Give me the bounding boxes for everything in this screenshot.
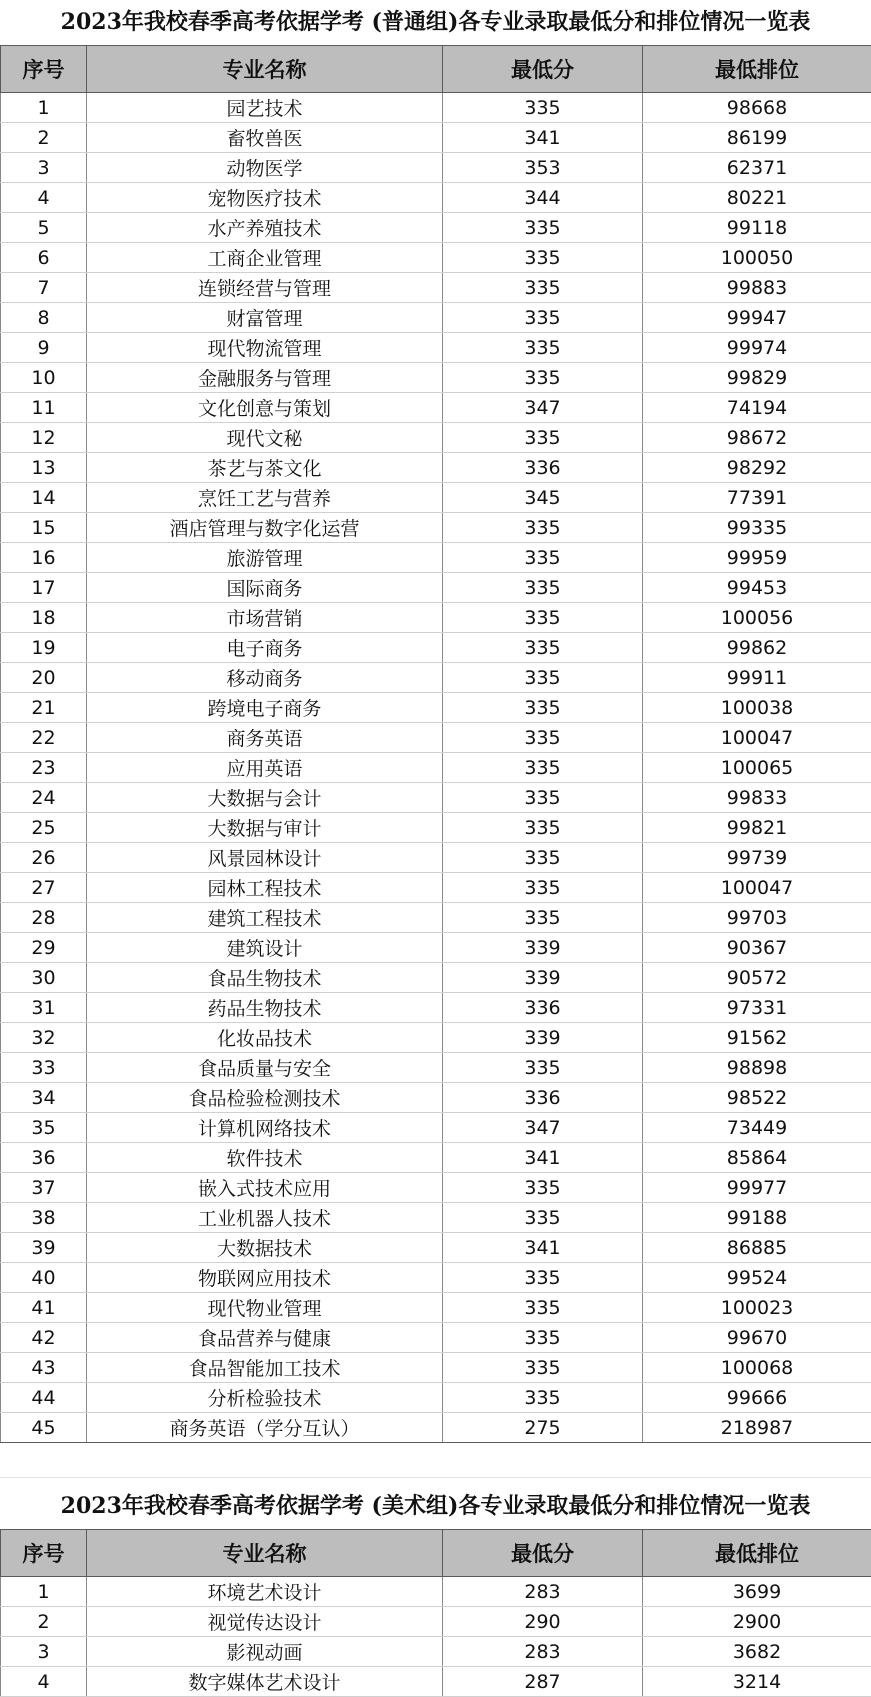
table-row xyxy=(1,303,871,333)
cell-major: 药品生物技术 xyxy=(87,993,443,1023)
cell-min-rank: 99335 xyxy=(643,513,871,543)
cell-index: 34 xyxy=(1,1083,87,1113)
cell-min-score: 339 xyxy=(443,933,643,963)
cell-min-score: 335 xyxy=(443,723,643,753)
table-row xyxy=(1,753,871,783)
header-min-score: 最低分 xyxy=(443,1530,643,1577)
cell-index: 3 xyxy=(1,153,87,183)
cell-index: 36 xyxy=(1,1143,87,1173)
table-row xyxy=(1,273,871,303)
cell-min-score: 283 xyxy=(443,1637,643,1667)
cell-min-rank: 99453 xyxy=(643,573,871,603)
cell-min-score: 341 xyxy=(443,1233,643,1263)
cell-major: 财富管理 xyxy=(87,303,443,333)
cell-min-score: 335 xyxy=(443,1173,643,1203)
cell-min-score: 335 xyxy=(443,783,643,813)
cell-index: 10 xyxy=(1,363,87,393)
table-row xyxy=(1,813,871,843)
cell-min-score: 335 xyxy=(443,1323,643,1353)
cell-min-score: 347 xyxy=(443,1113,643,1143)
table-row xyxy=(1,663,871,693)
table-row xyxy=(1,1113,871,1143)
cell-index: 39 xyxy=(1,1233,87,1263)
cell-min-score: 335 xyxy=(443,843,643,873)
cell-min-score: 335 xyxy=(443,543,643,573)
cell-min-rank: 99821 xyxy=(643,813,871,843)
cell-min-score: 335 xyxy=(443,513,643,543)
cell-index: 2 xyxy=(1,123,87,153)
cell-major: 国际商务 xyxy=(87,573,443,603)
table-row xyxy=(1,1053,871,1083)
cell-major: 动物医学 xyxy=(87,153,443,183)
cell-index: 22 xyxy=(1,723,87,753)
cell-min-score: 353 xyxy=(443,153,643,183)
table-row xyxy=(1,633,871,663)
table-row xyxy=(1,393,871,423)
table-row xyxy=(1,573,871,603)
cell-min-score: 336 xyxy=(443,993,643,1023)
cell-major: 金融服务与管理 xyxy=(87,363,443,393)
cell-major: 化妆品技术 xyxy=(87,1023,443,1053)
cell-major: 市场营销 xyxy=(87,603,443,633)
cell-major: 嵌入式技术应用 xyxy=(87,1173,443,1203)
cell-major: 物联网应用技术 xyxy=(87,1263,443,1293)
cell-major: 烹饪工艺与营养 xyxy=(87,483,443,513)
table-row xyxy=(1,1263,871,1293)
cell-major: 园艺技术 xyxy=(87,93,443,123)
cell-major: 电子商务 xyxy=(87,633,443,663)
cell-min-score: 336 xyxy=(443,1083,643,1113)
cell-min-score: 335 xyxy=(443,1353,643,1383)
cell-major: 应用英语 xyxy=(87,753,443,783)
cell-min-score: 341 xyxy=(443,1143,643,1173)
cell-major: 影视动画 xyxy=(87,1637,443,1667)
cell-major: 连锁经营与管理 xyxy=(87,273,443,303)
cell-min-score: 339 xyxy=(443,963,643,993)
cell-major: 现代物流管理 xyxy=(87,333,443,363)
cell-min-score: 335 xyxy=(443,243,643,273)
cell-min-rank: 100056 xyxy=(643,603,871,633)
table-row xyxy=(1,213,871,243)
cell-min-rank: 99883 xyxy=(643,273,871,303)
table-row xyxy=(1,363,871,393)
cell-major: 茶艺与茶文化 xyxy=(87,453,443,483)
cell-major: 环境艺术设计 xyxy=(87,1577,443,1607)
cell-min-score: 335 xyxy=(443,1293,643,1323)
cell-index: 44 xyxy=(1,1383,87,1413)
cell-major: 商务英语（学分互认） xyxy=(87,1413,443,1443)
cell-major: 工业机器人技术 xyxy=(87,1203,443,1233)
cell-min-score: 335 xyxy=(443,333,643,363)
cell-major: 数字媒体艺术设计 xyxy=(87,1667,443,1697)
cell-min-score: 287 xyxy=(443,1667,643,1697)
cell-index: 32 xyxy=(1,1023,87,1053)
cell-min-score: 335 xyxy=(443,753,643,783)
cell-min-rank: 97331 xyxy=(643,993,871,1023)
cell-min-score: 335 xyxy=(443,423,643,453)
section2-title: 2023年我校春季高考依据学考 (美术组)各专业录取最低分和排位情况一览表 xyxy=(60,1493,811,1519)
table-row xyxy=(1,1293,871,1323)
cell-min-rank: 99739 xyxy=(643,843,871,873)
cell-min-rank: 99666 xyxy=(643,1383,871,1413)
cell-min-score: 335 xyxy=(443,873,643,903)
cell-min-rank: 99188 xyxy=(643,1203,871,1233)
table-row xyxy=(1,1667,871,1697)
cell-min-rank: 2900 xyxy=(643,1607,871,1637)
cell-min-score: 335 xyxy=(443,603,643,633)
cell-major: 食品智能加工技术 xyxy=(87,1353,443,1383)
cell-min-rank: 91562 xyxy=(643,1023,871,1053)
cell-index: 23 xyxy=(1,753,87,783)
cell-min-score: 335 xyxy=(443,1383,643,1413)
cell-min-rank: 74194 xyxy=(643,393,871,423)
cell-min-score: 335 xyxy=(443,573,643,603)
table-row xyxy=(1,333,871,363)
table-row xyxy=(1,1233,871,1263)
table-row xyxy=(1,1577,871,1607)
section1-title: 2023年我校春季高考依据学考 (普通组)各专业录取最低分和排位情况一览表 xyxy=(60,9,811,35)
cell-min-rank: 100047 xyxy=(643,873,871,903)
table-row xyxy=(1,1143,871,1173)
cell-min-rank: 99977 xyxy=(643,1173,871,1203)
cell-major: 大数据与审计 xyxy=(87,813,443,843)
cell-index: 6 xyxy=(1,243,87,273)
cell-min-score: 335 xyxy=(443,213,643,243)
cell-min-score: 283 xyxy=(443,1577,643,1607)
table-row xyxy=(1,243,871,273)
table-row xyxy=(1,1323,871,1353)
table-row xyxy=(1,483,871,513)
cell-major: 建筑工程技术 xyxy=(87,903,443,933)
cell-index: 17 xyxy=(1,573,87,603)
cell-major: 大数据技术 xyxy=(87,1233,443,1263)
cell-index: 35 xyxy=(1,1113,87,1143)
table-row xyxy=(1,453,871,483)
cell-major: 软件技术 xyxy=(87,1143,443,1173)
cell-major: 酒店管理与数字化运营 xyxy=(87,513,443,543)
cell-min-score: 335 xyxy=(443,633,643,663)
cell-major: 现代文秘 xyxy=(87,423,443,453)
cell-min-score: 345 xyxy=(443,483,643,513)
cell-min-rank: 3699 xyxy=(643,1577,871,1607)
cell-index: 18 xyxy=(1,603,87,633)
cell-major: 水产养殖技术 xyxy=(87,213,443,243)
cell-index: 40 xyxy=(1,1263,87,1293)
cell-major: 移动商务 xyxy=(87,663,443,693)
cell-min-score: 335 xyxy=(443,813,643,843)
table-row xyxy=(1,1353,871,1383)
cell-min-rank: 99829 xyxy=(643,363,871,393)
table-row xyxy=(1,783,871,813)
cell-min-rank: 73449 xyxy=(643,1113,871,1143)
cell-min-rank: 98898 xyxy=(643,1053,871,1083)
cell-major: 旅游管理 xyxy=(87,543,443,573)
section1-header-row xyxy=(1,46,871,93)
table-row xyxy=(1,153,871,183)
header-min-score: 最低分 xyxy=(443,46,643,93)
cell-major: 建筑设计 xyxy=(87,933,443,963)
cell-min-score: 275 xyxy=(443,1413,643,1443)
cell-index: 26 xyxy=(1,843,87,873)
cell-min-rank: 90572 xyxy=(643,963,871,993)
table-row xyxy=(1,1637,871,1667)
cell-min-score: 341 xyxy=(443,123,643,153)
cell-min-rank: 99670 xyxy=(643,1323,871,1353)
cell-min-score: 335 xyxy=(443,303,643,333)
header-index: 序号 xyxy=(1,46,87,93)
cell-index: 20 xyxy=(1,663,87,693)
header-min-rank: 最低排位 xyxy=(643,1530,871,1577)
header-major: 专业名称 xyxy=(87,46,443,93)
cell-major: 风景园林设计 xyxy=(87,843,443,873)
cell-min-rank: 62371 xyxy=(643,153,871,183)
cell-index: 43 xyxy=(1,1353,87,1383)
cell-index: 13 xyxy=(1,453,87,483)
cell-index: 11 xyxy=(1,393,87,423)
cell-major: 宠物医疗技术 xyxy=(87,183,443,213)
cell-index: 14 xyxy=(1,483,87,513)
cell-index: 19 xyxy=(1,633,87,663)
cell-min-rank: 98668 xyxy=(643,93,871,123)
cell-major: 计算机网络技术 xyxy=(87,1113,443,1143)
cell-min-rank: 100038 xyxy=(643,693,871,723)
table-row xyxy=(1,603,871,633)
table-row xyxy=(1,1413,871,1443)
cell-min-rank: 3682 xyxy=(643,1637,871,1667)
cell-major: 工商企业管理 xyxy=(87,243,443,273)
cell-min-score: 335 xyxy=(443,1263,643,1293)
table-row xyxy=(1,693,871,723)
cell-min-rank: 86199 xyxy=(643,123,871,153)
cell-index: 29 xyxy=(1,933,87,963)
cell-min-score: 335 xyxy=(443,363,643,393)
table-row xyxy=(1,1383,871,1413)
cell-index: 21 xyxy=(1,693,87,723)
cell-major: 文化创意与策划 xyxy=(87,393,443,423)
table-row xyxy=(1,1173,871,1203)
cell-min-score: 335 xyxy=(443,663,643,693)
cell-major: 园林工程技术 xyxy=(87,873,443,903)
cell-min-rank: 77391 xyxy=(643,483,871,513)
cell-index: 4 xyxy=(1,1667,87,1697)
cell-min-rank: 100050 xyxy=(643,243,871,273)
cell-min-score: 290 xyxy=(443,1607,643,1637)
cell-min-rank: 99959 xyxy=(643,543,871,573)
cell-min-rank: 99947 xyxy=(643,303,871,333)
cell-min-rank: 100068 xyxy=(643,1353,871,1383)
table-row xyxy=(1,543,871,573)
cell-index: 3 xyxy=(1,1637,87,1667)
cell-min-rank: 99118 xyxy=(643,213,871,243)
cell-index: 28 xyxy=(1,903,87,933)
blank-row xyxy=(0,1443,871,1478)
cell-min-score: 335 xyxy=(443,903,643,933)
cell-index: 12 xyxy=(1,423,87,453)
cell-min-rank: 98672 xyxy=(643,423,871,453)
cell-major: 畜牧兽医 xyxy=(87,123,443,153)
cell-min-rank: 99862 xyxy=(643,633,871,663)
cell-index: 25 xyxy=(1,813,87,843)
cell-index: 1 xyxy=(1,93,87,123)
cell-min-rank: 100023 xyxy=(643,1293,871,1323)
table-row xyxy=(1,873,871,903)
table-row xyxy=(1,183,871,213)
cell-index: 1 xyxy=(1,1577,87,1607)
cell-min-score: 335 xyxy=(443,693,643,723)
cell-major: 视觉传达设计 xyxy=(87,1607,443,1637)
cell-index: 33 xyxy=(1,1053,87,1083)
section1-body xyxy=(1,93,871,1443)
cell-min-score: 335 xyxy=(443,1203,643,1233)
table-row xyxy=(1,903,871,933)
header-major: 专业名称 xyxy=(87,1530,443,1577)
cell-major: 食品生物技术 xyxy=(87,963,443,993)
table-row xyxy=(1,1203,871,1233)
cell-min-score: 335 xyxy=(443,273,643,303)
cell-min-rank: 80221 xyxy=(643,183,871,213)
table-row xyxy=(1,933,871,963)
cell-index: 5 xyxy=(1,213,87,243)
table-row xyxy=(1,1083,871,1113)
section2-header-row xyxy=(1,1530,871,1577)
table-row xyxy=(1,93,871,123)
table-row xyxy=(1,843,871,873)
cell-min-rank: 218987 xyxy=(643,1413,871,1443)
cell-index: 27 xyxy=(1,873,87,903)
cell-index: 4 xyxy=(1,183,87,213)
cell-min-rank: 99911 xyxy=(643,663,871,693)
cell-major: 分析检验技术 xyxy=(87,1383,443,1413)
cell-min-rank: 100047 xyxy=(643,723,871,753)
cell-major: 现代物业管理 xyxy=(87,1293,443,1323)
table-row xyxy=(1,123,871,153)
cell-index: 8 xyxy=(1,303,87,333)
cell-major: 跨境电子商务 xyxy=(87,693,443,723)
cell-min-rank: 98522 xyxy=(643,1083,871,1113)
table-row xyxy=(1,1607,871,1637)
table-row xyxy=(1,513,871,543)
table-row xyxy=(1,993,871,1023)
table-row xyxy=(1,423,871,453)
cell-major: 食品质量与安全 xyxy=(87,1053,443,1083)
section1-table xyxy=(0,45,871,1443)
section2-body xyxy=(1,1577,871,1697)
table-row xyxy=(1,723,871,753)
cell-min-score: 336 xyxy=(443,453,643,483)
cell-index: 7 xyxy=(1,273,87,303)
cell-major: 食品营养与健康 xyxy=(87,1323,443,1353)
cell-min-score: 335 xyxy=(443,93,643,123)
header-index: 序号 xyxy=(1,1530,87,1577)
cell-min-score: 335 xyxy=(443,1053,643,1083)
cell-index: 38 xyxy=(1,1203,87,1233)
cell-index: 30 xyxy=(1,963,87,993)
cell-min-rank: 100065 xyxy=(643,753,871,783)
cell-index: 31 xyxy=(1,993,87,1023)
cell-min-rank: 99703 xyxy=(643,903,871,933)
cell-min-rank: 85864 xyxy=(643,1143,871,1173)
cell-min-rank: 98292 xyxy=(643,453,871,483)
table-row xyxy=(1,963,871,993)
cell-min-score: 347 xyxy=(443,393,643,423)
cell-index: 2 xyxy=(1,1607,87,1637)
cell-min-score: 339 xyxy=(443,1023,643,1053)
header-min-rank: 最低排位 xyxy=(643,46,871,93)
cell-min-score: 344 xyxy=(443,183,643,213)
cell-index: 45 xyxy=(1,1413,87,1443)
cell-major: 商务英语 xyxy=(87,723,443,753)
cell-index: 41 xyxy=(1,1293,87,1323)
table-row xyxy=(1,1023,871,1053)
cell-index: 9 xyxy=(1,333,87,363)
cell-index: 42 xyxy=(1,1323,87,1353)
cell-index: 37 xyxy=(1,1173,87,1203)
cell-min-rank: 3214 xyxy=(643,1667,871,1697)
section2-table xyxy=(0,1529,871,1697)
cell-index: 24 xyxy=(1,783,87,813)
cell-index: 16 xyxy=(1,543,87,573)
cell-min-rank: 86885 xyxy=(643,1233,871,1263)
cell-major: 食品检验检测技术 xyxy=(87,1083,443,1113)
cell-major: 大数据与会计 xyxy=(87,783,443,813)
cell-min-rank: 99974 xyxy=(643,333,871,363)
cell-min-rank: 99833 xyxy=(643,783,871,813)
cell-index: 15 xyxy=(1,513,87,543)
cell-min-rank: 90367 xyxy=(643,933,871,963)
cell-min-rank: 99524 xyxy=(643,1263,871,1293)
